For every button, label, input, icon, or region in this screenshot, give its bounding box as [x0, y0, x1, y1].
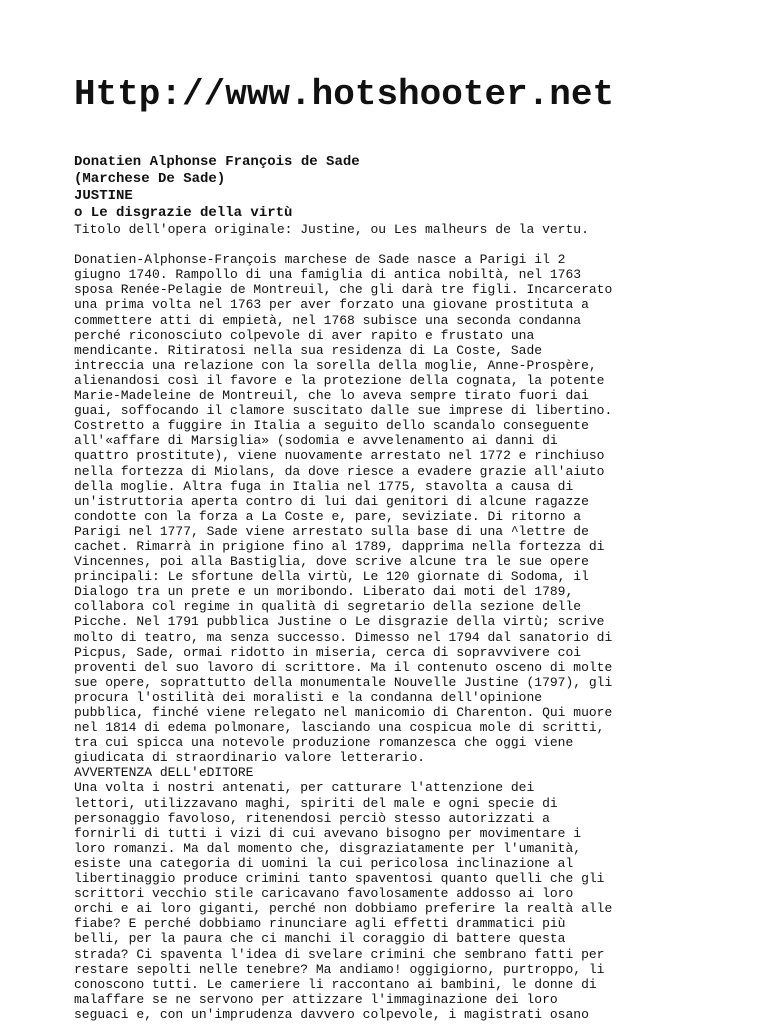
text-line: nella fortezza di Miolans, da dove riesce a evadere grazie all'aiuto	[74, 463, 605, 479]
site-url-title: Http://www.hotshooter.net	[74, 74, 615, 115]
text-line: molto di teatro, ma senza successo. Dimesso nel 1794 dal sanatorio di	[74, 629, 613, 645]
text-line: principali: Le sfortune della virtù, Le 120 giornate di Sodoma, il	[74, 569, 589, 585]
book-title: JUSTINE	[74, 188, 133, 204]
text-line: esiste una categoria di uomini la cui pericolosa inclinazione al	[74, 855, 574, 871]
body-text	[74, 222, 754, 1022]
text-line: malaffare se ne servono per attizzare l'immaginazione dei loro	[74, 991, 558, 1007]
text-line: libertinaggio produce crimini tanto spaventosi quanto quelli che gli	[74, 871, 605, 887]
text-line: Donatien-Alphonse-François marchese de Sade nasce a Parigi il 2	[74, 252, 566, 268]
text-line: commettere atti di empietà, nel 1768 subisce una seconda condanna	[74, 312, 582, 328]
text-line: Vincennes, poi alla Bastiglia, dove scrive alcune tra le sue opere	[74, 554, 589, 570]
text-line: Titolo dell'opera originale: Justine, ou Les malheurs de la vertu.	[74, 222, 589, 237]
author-title: (Marchese De Sade)	[74, 171, 226, 187]
text-line: loro romanzi. Ma dal momento che, disgraziatamente per l'umanità,	[74, 840, 582, 856]
text-line: Picche. Nel 1791 pubblica Justine o Le disgrazie della virtù; scrive	[74, 614, 605, 630]
text-line: Costretto a fuggire in Italia a seguito dello scandalo conseguente	[74, 418, 589, 434]
text-line: giugno 1740. Rampollo di una famiglia di antica nobiltà, nel 1763	[74, 267, 582, 283]
text-line: belli, per la paura che ci manchi il coraggio di battere questa	[74, 931, 566, 947]
text-line: una prima volta nel 1763 per aver forzato una giovane prostituta a	[74, 297, 589, 313]
text-line: mendicante. Ritiratosi nella sua residenza di La Coste, Sade	[74, 342, 543, 358]
text-line: AVVERTENZA dELL'eDITORE	[74, 765, 254, 781]
text-line: scrittori vecchio stile caricavano favolosamente addosso ai loro	[74, 886, 574, 902]
text-line: procura l'ostilità dei moralisti e la condanna dell'opinione	[74, 689, 543, 705]
text-line: sposa Renée-Pelagie de Montreuil, che gli darà tre figli. Incarcerato	[74, 282, 613, 298]
text-line: Marie-Madeleine de Montreuil, che lo aveva sempre tirato fuori dai	[74, 388, 589, 404]
text-line: nel 1814 di edema polmonare, lasciando una cospicua mole di scritti,	[74, 720, 605, 736]
text-line: perché riconosciuto colpevole di aver rapito e frustato una	[74, 327, 535, 343]
text-line: Dialogo tra un prete e un moribondo. Liberato dai moti del 1789,	[74, 584, 574, 600]
text-line: proventi del suo lavoro di scrittore. Ma il contenuto osceno di molte	[74, 659, 613, 675]
book-subtitle: o Le disgrazie della virtù	[74, 205, 293, 221]
text-line: pubblica, finché viene relegato nel manicomio di Charenton. Qui muore	[74, 705, 613, 720]
text-line: strada? Ci spaventa l'idea di svelare crimini che sembrano fatti per	[74, 946, 605, 962]
text-line: sue opere, soprattutto della monumentale Nouvelle Justine (1797), gli	[74, 674, 613, 690]
text-line: alienandosi così il favore e la protezione della cognata, la potente	[74, 372, 605, 388]
text-line: Una volta i nostri antenati, per catturare l'attenzione dei	[74, 780, 535, 796]
text-line: un'istruttoria aperta contro di lui dai genitori di alcune ragazze	[74, 493, 589, 509]
text-line: guai, soffocando il clamore suscitato dalle sue imprese di libertino.	[74, 403, 613, 419]
text-line: della moglie. Altra fuga in Italia nel 1775, stavolta a causa di	[74, 478, 574, 494]
text-line: personaggio favoloso, ritenendosi perciò stesso autorizzati a	[74, 810, 550, 826]
text-line: all'«affare di Marsiglia» (sodomia e avvelenamento ai danni di	[74, 433, 558, 449]
book-heading	[74, 154, 360, 222]
text-line: restare sepolti nelle tenebre? Ma andiamo! oggigiorno, purtroppo, li	[74, 961, 605, 977]
text-line: Parigi nel 1777, Sade viene arrestato sulla base di una ^lettre de	[74, 523, 589, 539]
text-line: tra cui spicca una notevole produzione romanzesca che oggi viene	[74, 735, 574, 751]
text-line: quattro prostitute), viene nuovamente arrestato nel 1772 e rinchiuso	[74, 448, 605, 464]
text-line: condotte con la forza a La Coste e, pare, seviziate. Di ritorno a	[74, 508, 582, 524]
text-line: fornirli di tutti i vizi di cui avevano bisogno per movimentare i	[74, 825, 582, 841]
text-line: conoscono tutti. Le cameriere li raccontano ai bambini, le donne di	[74, 976, 597, 992]
text-line: Picpus, Sade, ormai ridotto in miseria, cerca di sopravvivere coi	[74, 644, 582, 660]
text-line	[74, 237, 754, 252]
text-line: lettori, utilizzavano maghi, spiriti del male e ogni specie di	[74, 795, 558, 811]
text-line: orchi e ai loro giganti, perché non dobbiamo preferire la realtà alle	[74, 901, 613, 917]
text-line: collabora col regime in qualità di segretario della sezione delle	[74, 599, 582, 615]
text-line: intreccia una relazione con la sorella della moglie, Anne-Prospère,	[74, 357, 597, 373]
text-line: giudicata di straordinario valore letterario.	[74, 750, 426, 766]
text-line: cachet. Rimarrà in prigione fino al 1789, dapprima nella fortezza di	[74, 538, 605, 554]
text-line: fiabe? E perché dobbiamo rinunciare agli effetti drammatici più	[74, 916, 566, 932]
author-name: Donatien Alphonse François de Sade	[74, 154, 360, 170]
document-page	[74, 0, 754, 1024]
text-line: seguaci e, con un'imprudenza davvero colpevole, i magistrati osano	[74, 1006, 589, 1022]
